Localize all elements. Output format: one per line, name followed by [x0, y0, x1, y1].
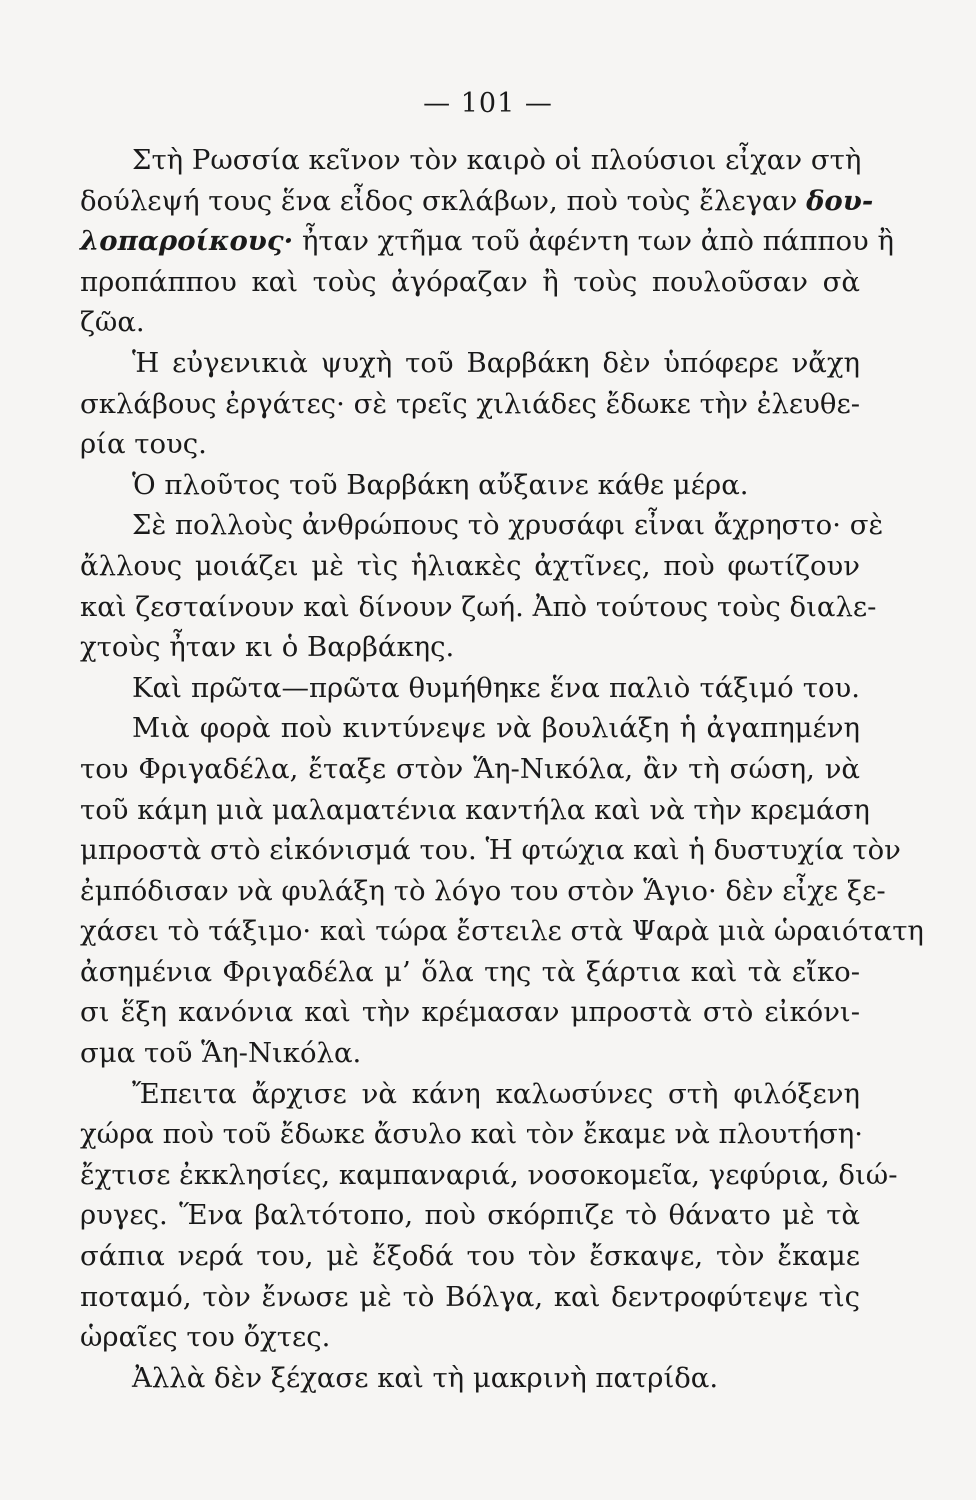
text-line	[80, 952, 860, 993]
text-line	[80, 668, 860, 709]
text-line	[80, 1155, 898, 1196]
line-text: ἦταν χτῆμα τοῦ ἀφέντη των ἀπὸ πάππου ἢ	[293, 225, 894, 258]
text-line	[80, 830, 901, 871]
paragraph	[80, 505, 884, 667]
text-line	[80, 546, 860, 587]
paragraph	[80, 140, 894, 343]
line-text: Καὶ πρῶτα—πρῶτα θυμήθηκε ἕνα παλιὸ τάξιμό του.	[132, 671, 860, 704]
line-text: ἔχτισε ἐκκλησίες, καμπαναριά, νοσοκομεῖα, γεφύρια, διώ-	[80, 1158, 898, 1191]
text-line	[80, 465, 860, 506]
paragraph	[80, 668, 860, 709]
line-text: Ὁ πλοῦτος τοῦ Βαρβάκη αὔξαινε κάθε μέρα.	[132, 468, 749, 501]
line-text: τοῦ κάμη μιὰ μαλαματένια καντήλα καὶ νὰ τὴν κρεμάση	[80, 793, 870, 826]
line-text: δούλεψή τους ἕνα εἶδος σκλάβων, ποὺ τοὺς ἔλεγαν	[80, 184, 807, 217]
line-text: του Φριγαδέλα, ἔταξε στὸν Ἅη-Νικόλα, ἂν τὴ σώση, νὰ	[80, 752, 860, 785]
page-number: — 101 —	[423, 88, 553, 119]
paragraph	[80, 343, 860, 465]
text-line	[80, 1236, 860, 1277]
text-line	[80, 343, 860, 384]
line-text: σκλάβους ἐργάτες· σὲ τρεῖς χιλιάδες ἔδωκε τὴν ἐλευθε-	[80, 387, 860, 420]
text-line	[80, 749, 860, 790]
text-line	[80, 627, 860, 668]
body-text	[80, 140, 924, 1398]
line-text: ἀσημένια Φριγαδέλα μ’ ὅλα της τὰ ξάρτια καὶ τὰ εἴκο-	[80, 955, 860, 988]
text-line	[80, 1317, 860, 1358]
text-line	[80, 1277, 860, 1318]
text-line	[80, 140, 860, 181]
paragraph	[80, 708, 924, 1073]
text-line	[80, 221, 894, 262]
line-text: προπάππου καὶ τοὺς ἀγόραζαν ἢ τοὺς πουλοῦσαν σὰ	[80, 265, 860, 298]
line-text: χτοὺς ἦταν κι ὁ Βαρβάκης.	[80, 631, 455, 664]
text-line	[80, 911, 924, 952]
text-line	[80, 1033, 860, 1074]
text-line	[80, 181, 874, 222]
text-line	[80, 871, 886, 912]
text-line	[80, 262, 860, 303]
line-text: ποταμό, τὸν ἔνωσε μὲ τὸ Βόλγα, καὶ δεντροφύτεψε τὶς	[80, 1280, 860, 1313]
text-line	[80, 1358, 860, 1399]
text-line	[80, 587, 877, 628]
line-text: ζῶα.	[80, 306, 145, 339]
text-line	[80, 992, 860, 1033]
line-text: χάσει τὸ τάξιμο· καὶ τώρα ἔστειλε στὰ Ψαρὰ μιὰ ὡραιότατη	[80, 915, 924, 948]
line-text: Σὲ πολλοὺς ἀνθρώπους τὸ χρυσάφι εἶναι ἄχρηστο· σὲ	[132, 509, 884, 542]
text-line	[80, 1074, 860, 1115]
line-text: Μιὰ φορὰ ποὺ κιντύνεψε νὰ βουλιάξη ἡ ἀγαπημένη	[132, 712, 860, 745]
text-line	[80, 1114, 863, 1155]
line-text: ρία τους.	[80, 428, 207, 461]
line-text: ρυγες. Ἕνα βαλτότοπο, ποὺ σκόρπιζε τὸ θάνατο μὲ τὰ	[80, 1199, 860, 1232]
line-text: ἐμπόδισαν νὰ φυλάξη τὸ λόγο του στὸν Ἅγιο· δὲν εἶχε ξε-	[80, 874, 886, 907]
emphasized-term: λοπαροίκους·	[80, 225, 294, 258]
line-text: ἄλλους μοιάζει μὲ τὶς ἡλιακὲς ἀχτῖνες, ποὺ φωτίζουν	[80, 549, 860, 582]
text-line	[80, 384, 860, 425]
text-line	[80, 708, 860, 749]
paragraph	[80, 1358, 860, 1399]
paragraph	[80, 465, 860, 506]
line-text: Ἔπειτα ἄρχισε νὰ κάνη καλωσύνες στὴ φιλόξενη	[132, 1077, 860, 1110]
paragraph	[80, 1074, 898, 1358]
text-line	[80, 302, 860, 343]
line-text: καὶ ζεσταίνουν καὶ δίνουν ζωή. Ἀπὸ τούτους τοὺς διαλε-	[80, 590, 877, 623]
line-text: Στὴ Ρωσσία κεῖνον τὸν καιρὸ οἱ πλούσιοι εἶχαν στὴ	[132, 144, 862, 176]
text-line	[80, 1195, 860, 1236]
line-text: Ἀλλὰ δὲν ξέχασε καὶ τὴ μακρινὴ πατρίδα.	[132, 1361, 719, 1394]
text-line	[80, 505, 884, 546]
text-line	[80, 424, 860, 465]
line-text: χώρα ποὺ τοῦ ἔδωκε ἄσυλο καὶ τὸν ἔκαμε νὰ πλουτήση·	[80, 1118, 863, 1151]
line-text: μπροστὰ στὸ εἰκόνισμά του. Ἡ φτώχια καὶ ἡ δυστυχία τὸν	[80, 834, 901, 867]
emphasized-term: δου-	[806, 184, 874, 217]
line-text: σάπια νερά του, μὲ ἔξοδά του τὸν ἔσκαψε, τὸν ἔκαμε	[80, 1240, 860, 1273]
line-text: σι ἕξη κανόνια καὶ τὴν κρέμασαν μπροστὰ στὸ εἰκόνι-	[80, 996, 860, 1029]
text-line	[80, 790, 870, 831]
line-text: ὡραῖες του ὄχτες.	[80, 1321, 331, 1354]
line-text: Ἡ εὐγενικιὰ ψυχὴ τοῦ Βαρβάκη δὲν ὑπόφερε νἄχη	[132, 346, 860, 379]
line-text: σμα τοῦ Ἅη-Νικόλα.	[80, 1037, 362, 1070]
